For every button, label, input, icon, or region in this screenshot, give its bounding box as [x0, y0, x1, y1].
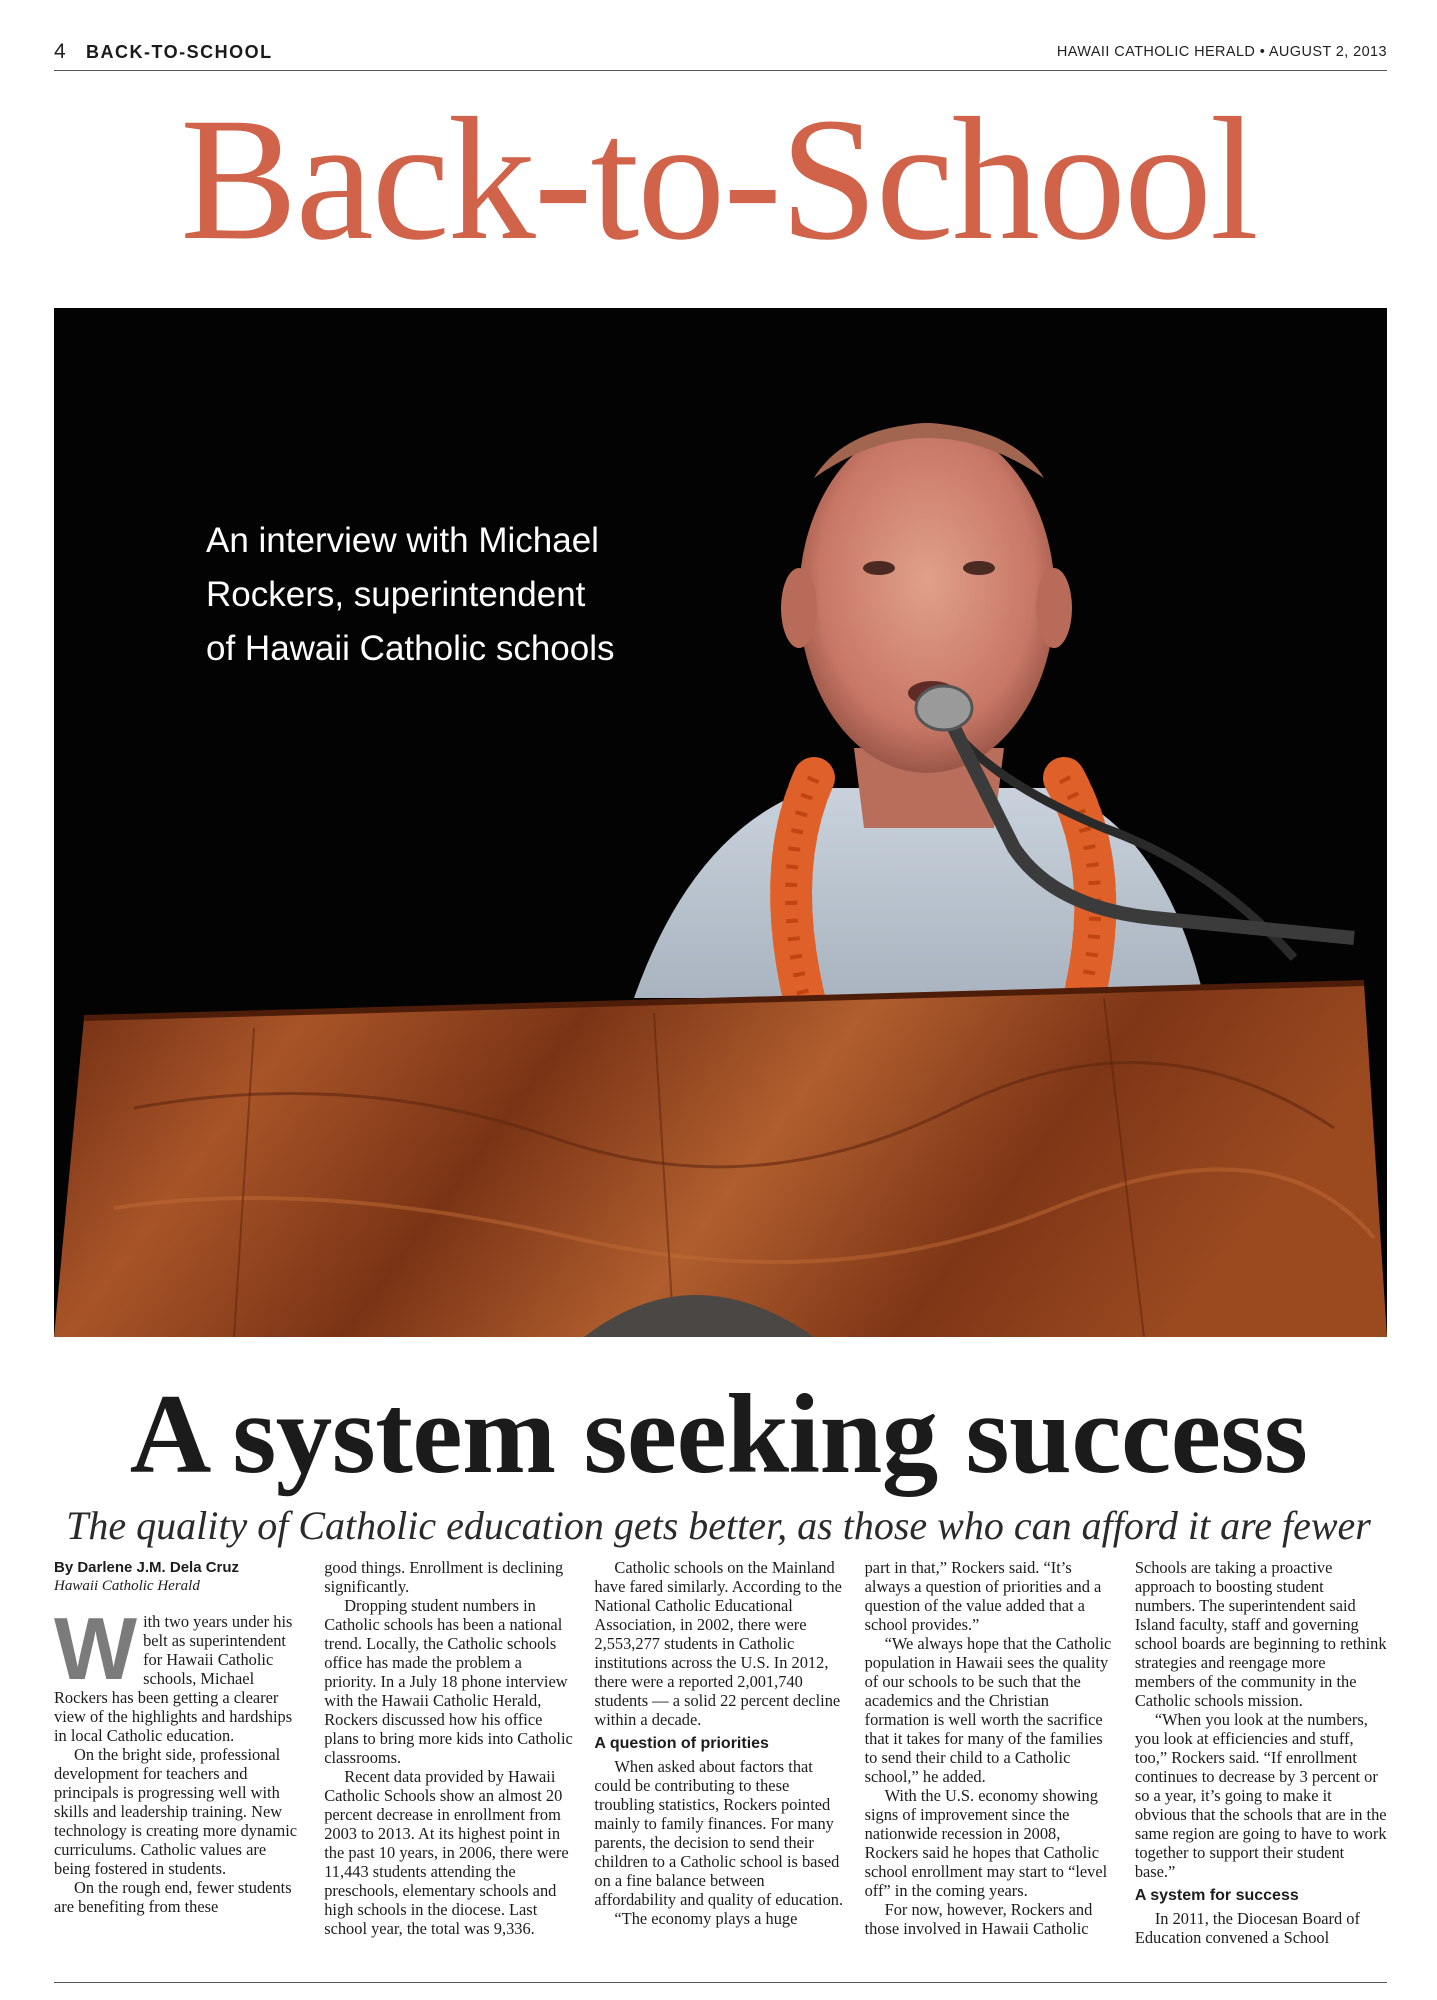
paragraph: Recent data provided by Hawaii Catholic Schools show an almost 20 percent decrease in enrollment from 2003 to 2013. At its highest point in the past 10 years, in 2006, there were 11,443 students attending the preschools, elementary schools and high schools in the diocese. Last school year, the total was 9,336. [324, 1767, 569, 1938]
kicker-line: An interview with Michael [206, 521, 599, 560]
kicker-line: of Hawaii Catholic schools [206, 629, 615, 668]
paragraph: When asked about factors that could be contributing to these troubling statistics, Rockers pointed mainly to family finances. For many parents, the decision to send their children to a Catholic school is based on a fine balance between affordability and quality of education. [594, 1757, 844, 1909]
article-column-2 [324, 1558, 576, 1976]
paragraph: On the bright side, professional development for teachers and principals is progressing well with skills and leadership training. New technology is creating more dynamic curriculums. Catholic values are being fostered in students. [54, 1745, 298, 1878]
section-label: BACK-TO-SCHOOL [86, 42, 273, 62]
byline-affiliation: Hawaii Catholic Herald [54, 1578, 200, 1594]
speaker-at-podium-illustration [54, 308, 1387, 1337]
article-column-5 [1135, 1558, 1387, 1976]
page-number: 4 [54, 40, 66, 63]
paragraph: With the U.S. economy showing signs of improvement since the nationwide recession in 2008, Rockers said he hopes that Catholic school enrollment may start to “level off” in the coming years. [864, 1786, 1108, 1900]
paragraph: For now, however, Rockers and those involved in Hawaii Catholic [864, 1900, 1093, 1938]
publication-dateline: HAWAII CATHOLIC HERALD • AUGUST 2, 2013 [1056, 44, 1387, 60]
paragraph: Catholic schools on the Mainland have fared similarly. According to the National Catholic Educational Association, in 2002, there were 2,553,277 students in Catholic institutions across the U.S. In 2012, there were a reported 2,001,740 students — a solid 22 percent decline within a decade. [594, 1558, 842, 1729]
paragraph: Dropping student numbers in Catholic schools has been a national trend. Locally, the Catholic schools office has made the problem a priority. In a July 18 phone interview with the Hawaii Catholic Herald, Rockers discussed how his office plans to bring more kids into Catholic classrooms. [324, 1596, 573, 1767]
footer-rule [54, 1982, 1387, 1983]
photo-kicker [206, 514, 726, 676]
running-header [54, 36, 1387, 71]
article-column-3 [594, 1558, 846, 1976]
feature-photo [54, 308, 1387, 1337]
article-column-4 [865, 1558, 1117, 1976]
drop-cap: W [54, 1599, 138, 1698]
section-masthead: Back-to-School [180, 82, 1257, 277]
paragraph: On the rough end, fewer students are benefiting from these [54, 1878, 292, 1916]
paragraph: “When you look at the numbers, you look at efficiencies and stuff, too,” Rockers said. “If enrollment continues to decrease by 3 percent or so a year, it’s going to make it obvious that the schools that are in the same region are going to have to work together to support their student base.” [1134, 1710, 1387, 1881]
paragraph: “We always hope that the Catholic population in Hawaii sees the quality of our schools to be such that the academics and the Christian formation is well worth the sacrifice that it takes for many of the families to send their child to a Catholic school,” he added. [864, 1634, 1112, 1786]
lead-paragraph: With two years under his belt as superintendent for Hawaii Catholic schools, Michael Rockers has been getting a clearer view of the highlights and hardships in local Catholic education. [54, 1599, 293, 1745]
paragraph: Schools are taking a proactive approach to boosting student numbers. The superintendent said Island faculty, staff and governing school boards are beginning to rethink strategies and reengage more members of the community in the Catholic schools mission. [1134, 1558, 1387, 1710]
paragraph: In 2011, the Diocesan Board of Education convened a School [1134, 1909, 1360, 1947]
subhead: A question of priorities [594, 1735, 769, 1752]
paragraph: part in that,” Rockers said. “It’s always a question of priorities and a question of the value added that a school provides.” [864, 1558, 1102, 1634]
article-body [54, 1558, 1387, 1976]
byline: By Darlene J.M. Dela Cruz [54, 1559, 240, 1576]
paragraph: “The economy plays a huge [614, 1909, 798, 1928]
deck: The quality of Catholic education gets better, as those who can afford it are fewer [66, 1503, 1371, 1548]
article-column-1 [54, 1558, 306, 1976]
kicker-line: Rockers, superintendent [206, 575, 586, 614]
subhead: A system for success [1134, 1887, 1299, 1904]
headline: A system seeking success [129, 1372, 1308, 1497]
paragraph: good things. Enrollment is declining significantly. [324, 1558, 564, 1596]
